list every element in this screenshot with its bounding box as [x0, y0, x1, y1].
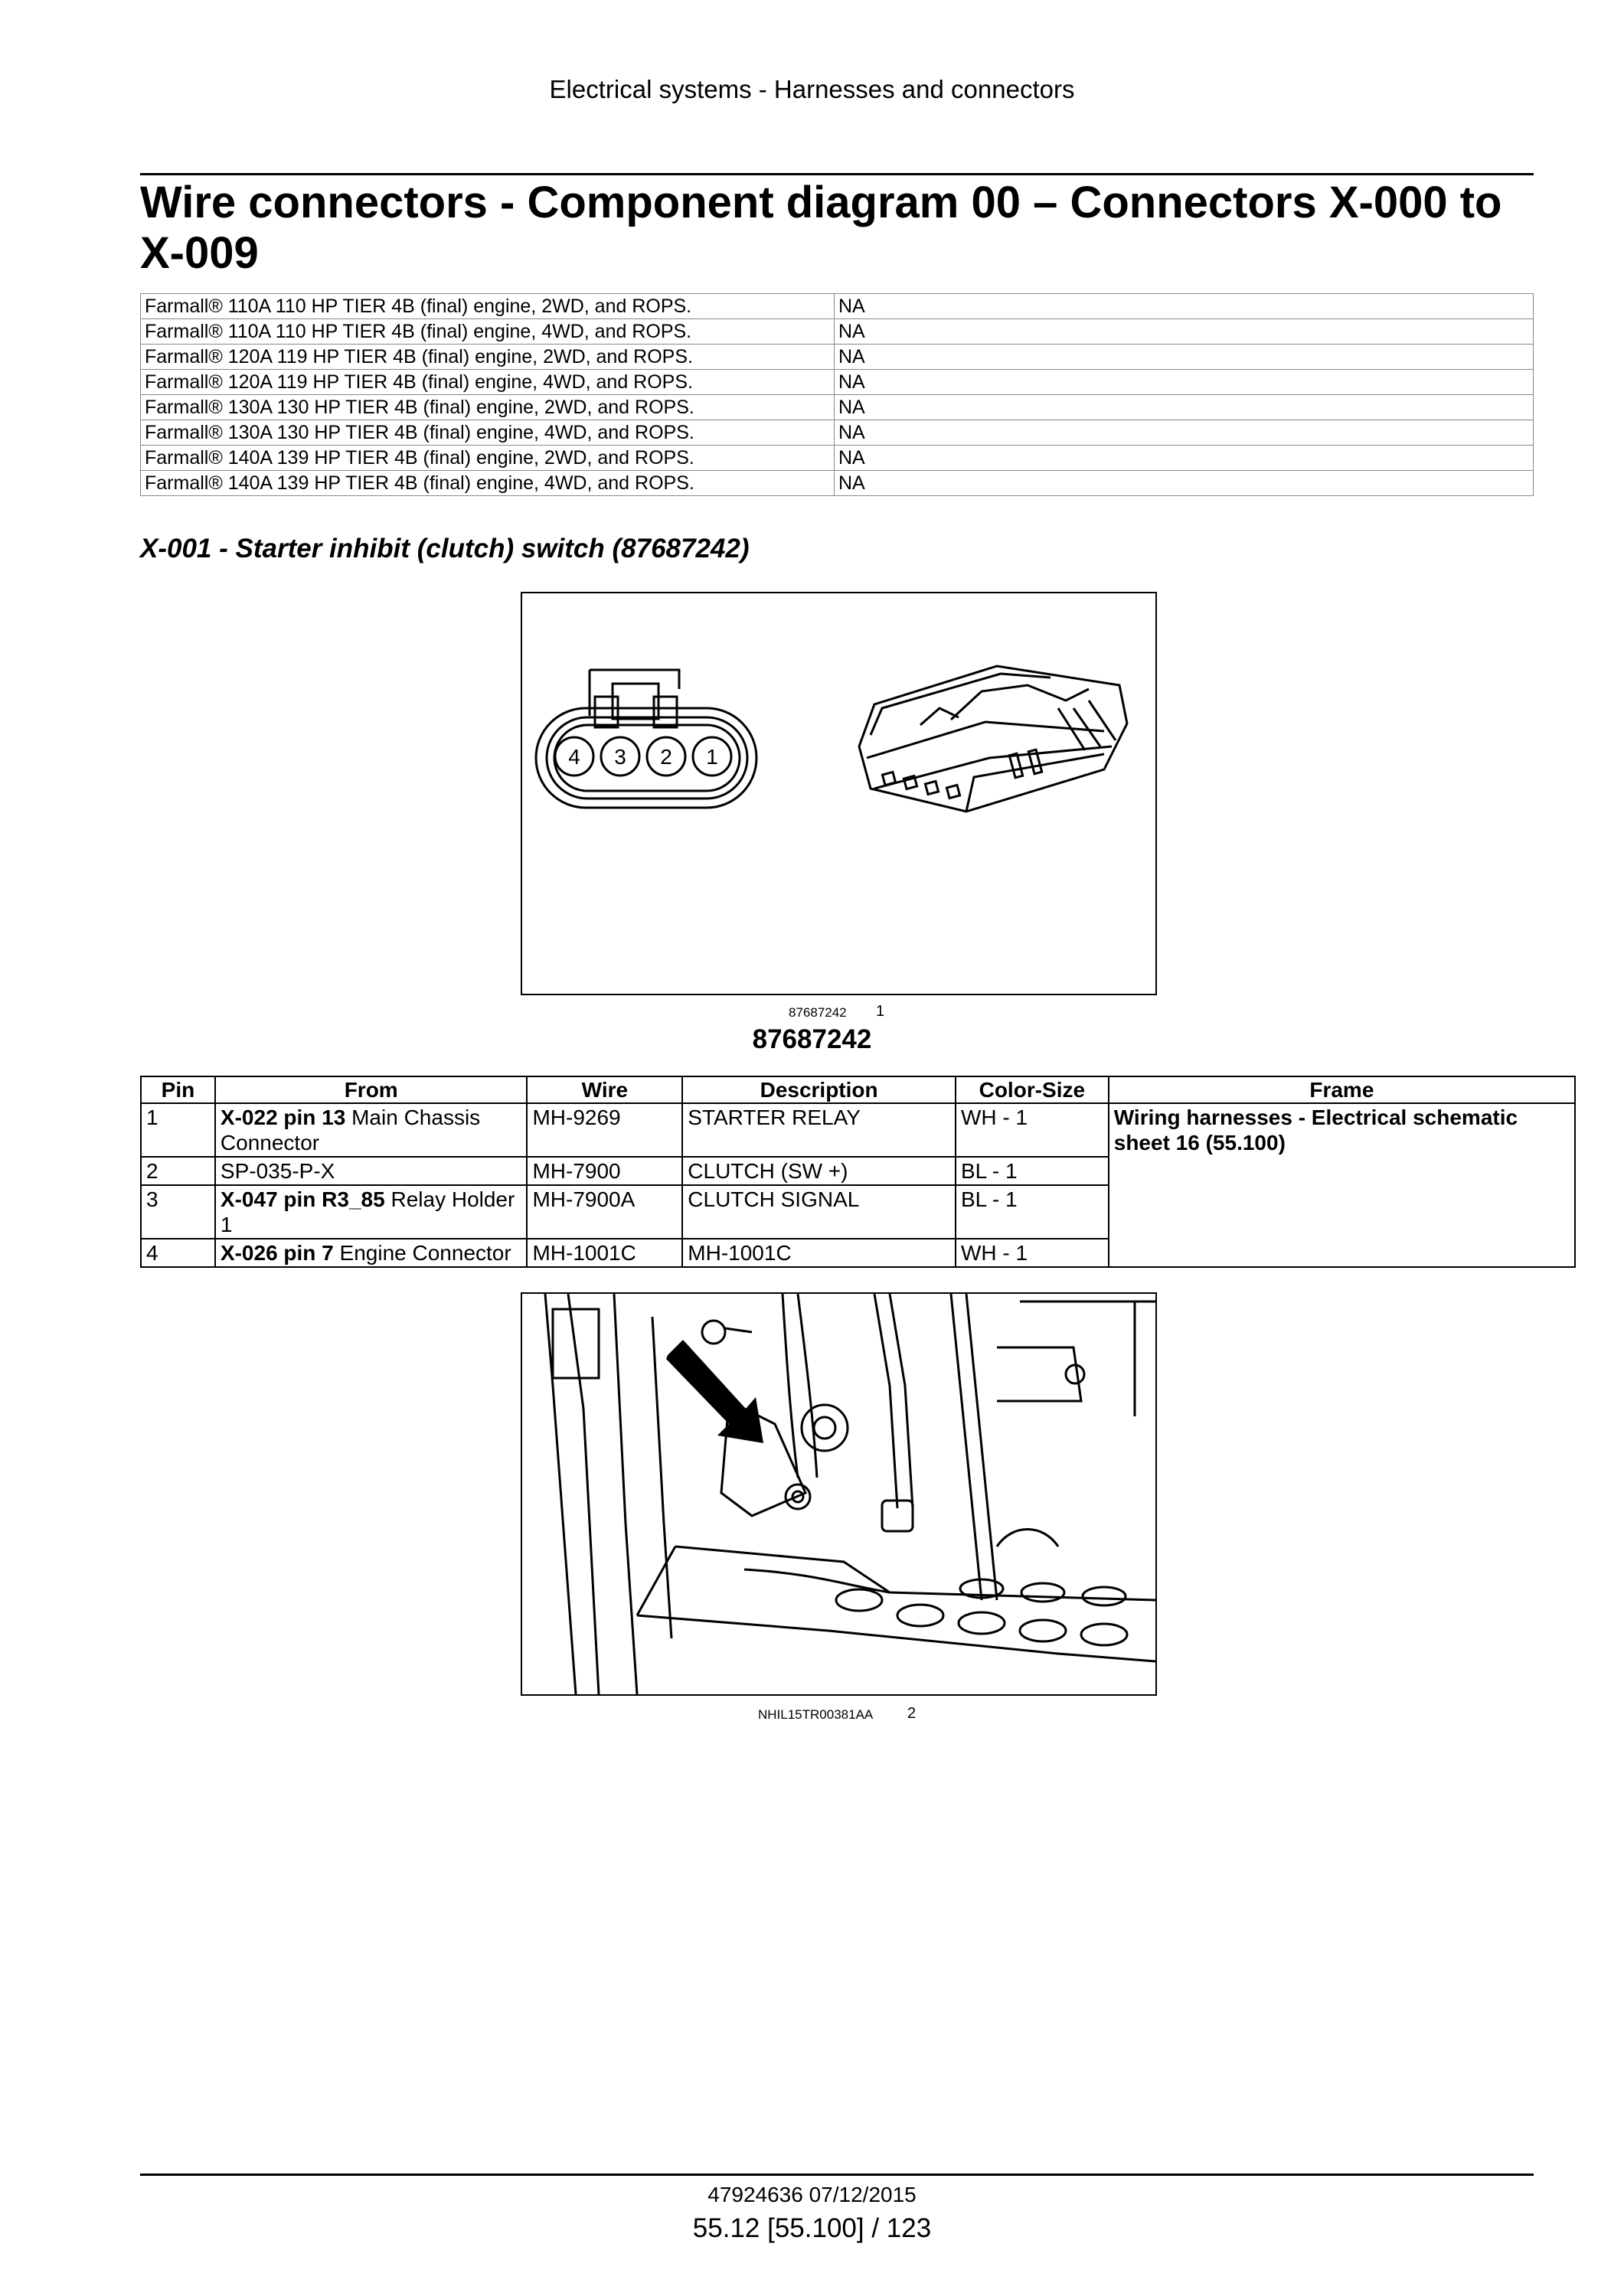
model-value: NA	[835, 420, 1534, 446]
pin-cell: 1	[141, 1103, 215, 1157]
pin-cell: 4	[141, 1239, 215, 1267]
figure1-ref-code: 87687242	[789, 1005, 847, 1020]
description-cell: STARTER RELAY	[682, 1103, 956, 1157]
figure1-caption: 87687242	[752, 1024, 872, 1054]
footer-page-number: 55.12 [55.100] / 123	[692, 2213, 932, 2243]
model-applicability-table	[140, 293, 1534, 496]
from-description: SP-035-P-X	[220, 1159, 335, 1183]
model-name: Farmall® 130A 130 HP TIER 4B (final) engine, 2WD, and ROPS.	[141, 395, 835, 420]
model-row	[141, 319, 1534, 345]
color-size-cell: WH - 1	[956, 1239, 1109, 1267]
pin-label-2: 2	[660, 745, 672, 769]
wire-cell: MH-1001C	[527, 1239, 682, 1267]
model-name: Farmall® 120A 119 HP TIER 4B (final) engine, 4WD, and ROPS.	[141, 370, 835, 395]
pin-cell: 3	[141, 1185, 215, 1239]
model-value: NA	[835, 370, 1534, 395]
description-cell: MH-1001C	[682, 1239, 956, 1267]
model-name: Farmall® 120A 119 HP TIER 4B (final) engine, 2WD, and ROPS.	[141, 345, 835, 370]
description-cell: CLUTCH SIGNAL	[682, 1185, 956, 1239]
footer-rule	[140, 2174, 1534, 2176]
footer-document-id: 47924636 07/12/2015	[707, 2183, 917, 2206]
from-cell	[215, 1157, 528, 1185]
pin-table-header: Frame	[1109, 1076, 1575, 1103]
model-name: Farmall® 110A 110 HP TIER 4B (final) engine, 2WD, and ROPS.	[141, 294, 835, 319]
model-name: Farmall® 140A 139 HP TIER 4B (final) engine, 4WD, and ROPS.	[141, 471, 835, 496]
model-row	[141, 395, 1534, 420]
pin-table-header: Description	[682, 1076, 956, 1103]
pin-table-header: Pin	[141, 1076, 215, 1103]
pin-cell: 2	[141, 1157, 215, 1185]
wire-cell: MH-7900	[527, 1157, 682, 1185]
from-cell	[215, 1185, 528, 1239]
table-row	[141, 1103, 1575, 1157]
wire-cell: MH-9269	[527, 1103, 682, 1157]
from-connector: X-047 pin R3_85	[220, 1187, 385, 1211]
model-value: NA	[835, 471, 1534, 496]
figure2-number: 2	[907, 1705, 917, 1722]
wire-cell: MH-7900A	[527, 1185, 682, 1239]
pin-label-4: 4	[568, 745, 580, 769]
model-row	[141, 294, 1534, 319]
pin-table-header: Wire	[527, 1076, 682, 1103]
location-figure	[521, 1292, 1157, 1696]
page-title: Wire connectors - Component diagram 00 – Connectors X-000 to X-009	[140, 178, 1502, 278]
section-heading: X-001 - Starter inhibit (clutch) switch (87687242)	[140, 534, 750, 563]
model-row	[141, 370, 1534, 395]
color-size-cell: BL - 1	[956, 1185, 1109, 1239]
model-row	[141, 420, 1534, 446]
running-header: Electrical systems - Harnesses and connectors	[549, 75, 1075, 103]
model-name: Farmall® 140A 139 HP TIER 4B (final) engine, 2WD, and ROPS.	[141, 446, 835, 471]
from-description: Engine Connector	[333, 1241, 511, 1265]
color-size-cell: WH - 1	[956, 1103, 1109, 1157]
from-connector: X-022 pin 13	[220, 1106, 346, 1129]
model-value: NA	[835, 345, 1534, 370]
pin-label-1: 1	[706, 745, 718, 769]
connector-drawing	[522, 593, 1155, 994]
frame-cell: Wiring harnesses - Electrical schematic sheet 16 (55.100)	[1109, 1103, 1575, 1267]
model-row	[141, 471, 1534, 496]
from-description: Main Chassis Connector	[220, 1106, 481, 1155]
figure2-ref-code: NHIL15TR00381AA	[758, 1707, 874, 1722]
locator-arrow	[666, 1340, 763, 1443]
from-connector: X-026 pin 7	[220, 1241, 334, 1265]
from-description: Relay Holder 1	[220, 1187, 515, 1236]
model-name: Farmall® 130A 130 HP TIER 4B (final) engine, 4WD, and ROPS.	[141, 420, 835, 446]
description-cell: CLUTCH (SW +)	[682, 1157, 956, 1185]
color-size-cell: BL - 1	[956, 1157, 1109, 1185]
pin-label-3: 3	[614, 745, 626, 769]
from-cell	[215, 1103, 528, 1157]
header-rule	[140, 173, 1534, 175]
pinout-table	[140, 1076, 1576, 1268]
model-name: Farmall® 110A 110 HP TIER 4B (final) engine, 4WD, and ROPS.	[141, 319, 835, 345]
location-drawing	[522, 1294, 1155, 1694]
pin-table-header: Color-Size	[956, 1076, 1109, 1103]
model-value: NA	[835, 395, 1534, 420]
pin-table-header: From	[215, 1076, 528, 1103]
model-value: NA	[835, 294, 1534, 319]
connector-figure	[521, 592, 1157, 995]
model-value: NA	[835, 319, 1534, 345]
from-cell	[215, 1239, 528, 1267]
model-value: NA	[835, 446, 1534, 471]
model-row	[141, 446, 1534, 471]
model-row	[141, 345, 1534, 370]
figure1-number: 1	[876, 1003, 885, 1020]
